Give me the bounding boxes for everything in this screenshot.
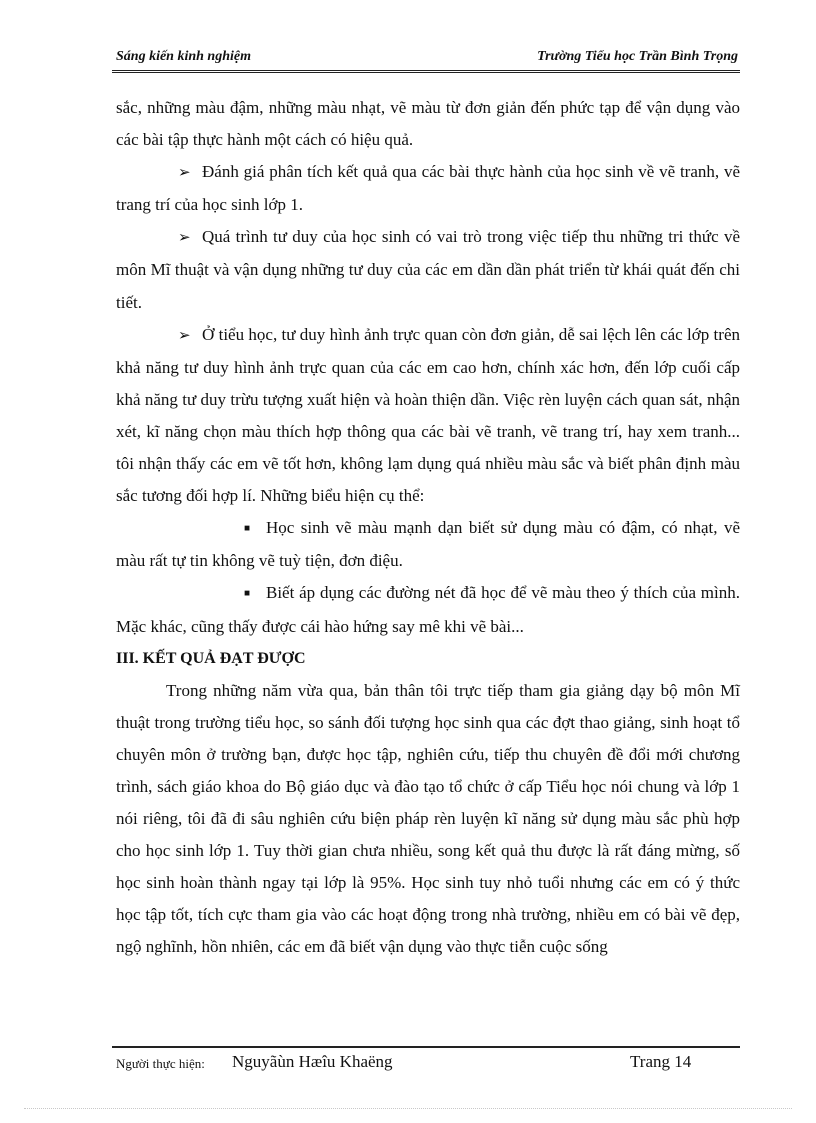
footer-author-label: Người thực hiện:	[116, 1056, 205, 1071]
arrow-item-text: Ở tiểu học, tư duy hình ảnh trực quan còn đơn giản, dễ sai lệch lên các lớp trên khả năng tư duy hình ảnh trực quan của các em cao hơn, chính xác hơn, đến lớp cuối cấp khả năng tư duy trừu tượng xuất hiện và hoàn thiện dần. Việc rèn luyện cách quan sát, nhận xét, kĩ năng chọn màu thích hợp thông qua các bài vẽ tranh, vẽ trang trí, hay xem tranh... tôi nhận thấy các em vẽ tốt hơn, không lạm dụng quá nhiều màu sắc và biết phân định màu sắc tương đối hợp lí. Những biểu hiện cụ thể:	[116, 324, 740, 506]
square-bullet-icon: ■	[244, 523, 251, 535]
document-body	[116, 92, 740, 964]
arrow-item-text: Quá trình tư duy của học sinh có vai trò trong việc tiếp thu những tri thức về môn Mĩ thuật và vận dụng những tư duy của các em dần dần phát triển từ khái quát đến chi tiết.	[116, 227, 740, 312]
page-bottom-divider	[24, 1108, 792, 1109]
arrow-bullet-icon: ➢	[178, 165, 191, 182]
footer-author-name: Nguyãùn Hæîu Khaëng	[232, 1052, 393, 1071]
page-header	[112, 46, 740, 73]
header-school-name: Trường Tiểu học Trần Bình Trọng	[537, 49, 738, 64]
header-document-type: Sáng kiến kinh nghiệm	[116, 49, 251, 64]
bullet-item-text: Học sinh vẽ màu mạnh dạn biết sử dụng màu có đậm, có nhạt, vẽ màu rất tự tin không vẽ tuỳ tiện, đơn điệu.	[116, 518, 740, 571]
page-number: Trang 14	[630, 1052, 692, 1071]
square-bullet-item-1	[116, 512, 740, 577]
arrow-item-1	[116, 156, 740, 221]
arrow-bullet-icon: ➢	[178, 230, 191, 247]
arrow-item-text: Đánh giá phân tích kết quả qua các bài thực hành của học sinh về vẽ tranh, vẽ trang trí của học sinh lớp 1.	[116, 162, 740, 215]
square-bullet-item-2	[116, 577, 740, 642]
page-footer	[112, 1046, 740, 1078]
arrow-bullet-icon: ➢	[178, 327, 191, 344]
paragraph-intro: sắc, những màu đậm, những màu nhạt, vẽ màu từ đơn giản đến phức tạp để vận dụng vào các bài tập thực hành một cách có hiệu quả.	[116, 98, 740, 150]
bullet-item-text: Biết áp dụng các đường nét đã học để vẽ màu theo ý thích của mình. Mặc khác, cũng thấy được cái hào hứng say mê khi vẽ bài...	[116, 583, 740, 636]
arrow-item-2	[116, 221, 740, 318]
section-heading: III. KẾT QUẢ ĐẠT ĐƯỢC	[116, 649, 306, 667]
paragraph-results: Trong những năm vừa qua, bản thân tôi trực tiếp tham gia giảng dạy bộ môn Mĩ thuật trong trường tiểu học, so sánh đối tượng học sinh qua các đợt thao giảng, sinh hoạt tổ chuyên môn ở trường bạn, được học tập, nghiên cứu, tiếp thu chuyên đề đổi mới chương trình, sách giáo khoa do Bộ giáo dục và đào tạo tổ chức ở cấp Tiểu học nói chung và lớp 1 nói riêng, tôi đã đi sâu nghiên cứu biện pháp rèn luyện kĩ năng sử dụng màu sắc phù hợp cho học sinh lớp 1. Tuy thời gian chưa nhiều, song kết quả thu được là rất đáng mừng, số học sinh hoàn thành ngay tại lớp là 95%. Học sinh tuy nhỏ tuổi nhưng các em có ý thức học tập tốt, tích cực tham gia vào các hoạt động trong nhà trường, nhiều em có bài vẽ đẹp, ngộ nghĩnh, hồn nhiên, các em đã biết vận dụng vào thực tiễn cuộc sống	[116, 680, 740, 957]
square-bullet-icon: ■	[244, 588, 251, 600]
arrow-item-3	[116, 319, 740, 513]
